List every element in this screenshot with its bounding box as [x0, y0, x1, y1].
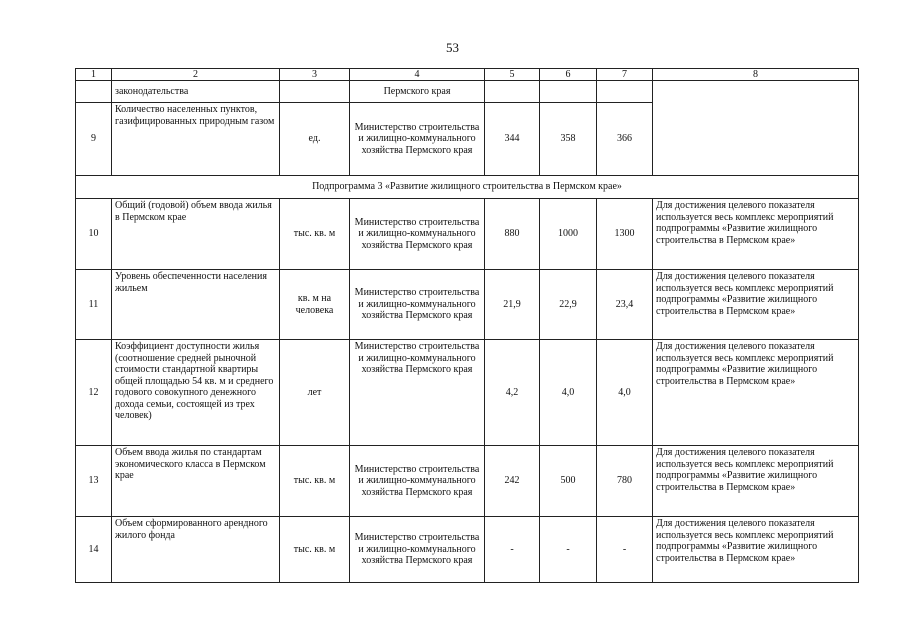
value-cell: 1300: [597, 199, 653, 270]
indicator-cell: Общий (годовой) объем ввода жилья в Пермском крае: [112, 199, 280, 270]
header-cell: 1: [76, 69, 112, 81]
value-cell: 344: [485, 103, 540, 176]
responsible-cell: Министерство строительства и жилищно-коммунального хозяйства Пермского края: [350, 340, 485, 446]
note-cell: Для достижения целевого показателя используется весь комплекс мероприятий подпрограммы «Развитие жилищного строительства в Пермском крае»: [653, 446, 859, 517]
value-cell: 21,9: [485, 270, 540, 340]
indicator-cell: законодательства: [112, 81, 280, 103]
indicator-cell: Объем ввода жилья по стандартам экономического класса в Пермском крае: [112, 446, 280, 517]
indicator-cell: Уровень обеспеченности населения жильем: [112, 270, 280, 340]
table-row: [76, 81, 859, 103]
unit-cell: кв. м на человека: [280, 270, 350, 340]
indicators-table: [75, 68, 859, 583]
unit-cell: тыс. кв. м: [280, 199, 350, 270]
note-cell: Для достижения целевого показателя используется весь комплекс мероприятий подпрограммы «Развитие жилищного строительства в Пермском крае»: [653, 517, 859, 583]
row-number: 12: [76, 340, 112, 446]
header-cell: 3: [280, 69, 350, 81]
header-cell: 7: [597, 69, 653, 81]
table-row: [76, 270, 859, 340]
row-number: 13: [76, 446, 112, 517]
value-cell: 4,0: [540, 340, 597, 446]
value-cell: 242: [485, 446, 540, 517]
header-row: [76, 69, 859, 81]
responsible-cell: Министерство строительства и жилищно-коммунального хозяйства Пермского края: [350, 446, 485, 517]
value-cell: 4,0: [597, 340, 653, 446]
indicator-cell: Коэффициент доступности жилья (соотношение средней рыночной стоимости стандартной квартиры общей площадью 54 кв. м и среднего годового совокупного денежного дохода семьи, состоящей из трех человек): [112, 340, 280, 446]
responsible-cell: Пермского края: [350, 81, 485, 103]
value-cell: -: [597, 517, 653, 583]
table-row: [76, 446, 859, 517]
value-cell: 4,2: [485, 340, 540, 446]
header-cell: 6: [540, 69, 597, 81]
table-row: [76, 517, 859, 583]
value-cell: 366: [597, 103, 653, 176]
unit-cell: тыс. кв. м: [280, 517, 350, 583]
header-cell: 4: [350, 69, 485, 81]
value-cell: 23,4: [597, 270, 653, 340]
value-cell: 500: [540, 446, 597, 517]
indicator-cell: Объем сформированного арендного жилого фонда: [112, 517, 280, 583]
table-row: [76, 199, 859, 270]
unit-cell: тыс. кв. м: [280, 446, 350, 517]
subprogram-row: [76, 176, 859, 199]
row-number: 14: [76, 517, 112, 583]
value-cell: 880: [485, 199, 540, 270]
note-cell: Для достижения целевого показателя используется весь комплекс мероприятий подпрограммы «Развитие жилищного строительства в Пермском крае»: [653, 340, 859, 446]
indicator-cell: Количество населенных пунктов, газифицированных природным газом: [112, 103, 280, 176]
responsible-cell: Министерство строительства и жилищно-коммунального хозяйства Пермского края: [350, 103, 485, 176]
value-cell: 1000: [540, 199, 597, 270]
value-cell: 358: [540, 103, 597, 176]
responsible-cell: Министерство строительства и жилищно-коммунального хозяйства Пермского края: [350, 270, 485, 340]
row-number: 9: [76, 103, 112, 176]
subprogram-title: Подпрограмма 3 «Развитие жилищного строительства в Пермском крае»: [76, 176, 859, 199]
table-row: [76, 340, 859, 446]
responsible-cell: Министерство строительства и жилищно-коммунального хозяйства Пермского края: [350, 517, 485, 583]
value-cell: -: [485, 517, 540, 583]
responsible-cell: Министерство строительства и жилищно-коммунального хозяйства Пермского края: [350, 199, 485, 270]
page-number: 53: [446, 40, 459, 55]
unit-cell: лет: [280, 340, 350, 446]
header-cell: 5: [485, 69, 540, 81]
header-cell: 2: [112, 69, 280, 81]
row-number: 10: [76, 199, 112, 270]
header-cell: 8: [653, 69, 859, 81]
row-number: 11: [76, 270, 112, 340]
value-cell: 22,9: [540, 270, 597, 340]
value-cell: 780: [597, 446, 653, 517]
note-cell: Для достижения целевого показателя используется весь комплекс мероприятий подпрограммы «Развитие жилищного строительства в Пермском крае»: [653, 199, 859, 270]
unit-cell: ед.: [280, 103, 350, 176]
value-cell: -: [540, 517, 597, 583]
note-cell: [653, 81, 859, 176]
note-cell: Для достижения целевого показателя используется весь комплекс мероприятий подпрограммы «Развитие жилищного строительства в Пермском крае»: [653, 270, 859, 340]
